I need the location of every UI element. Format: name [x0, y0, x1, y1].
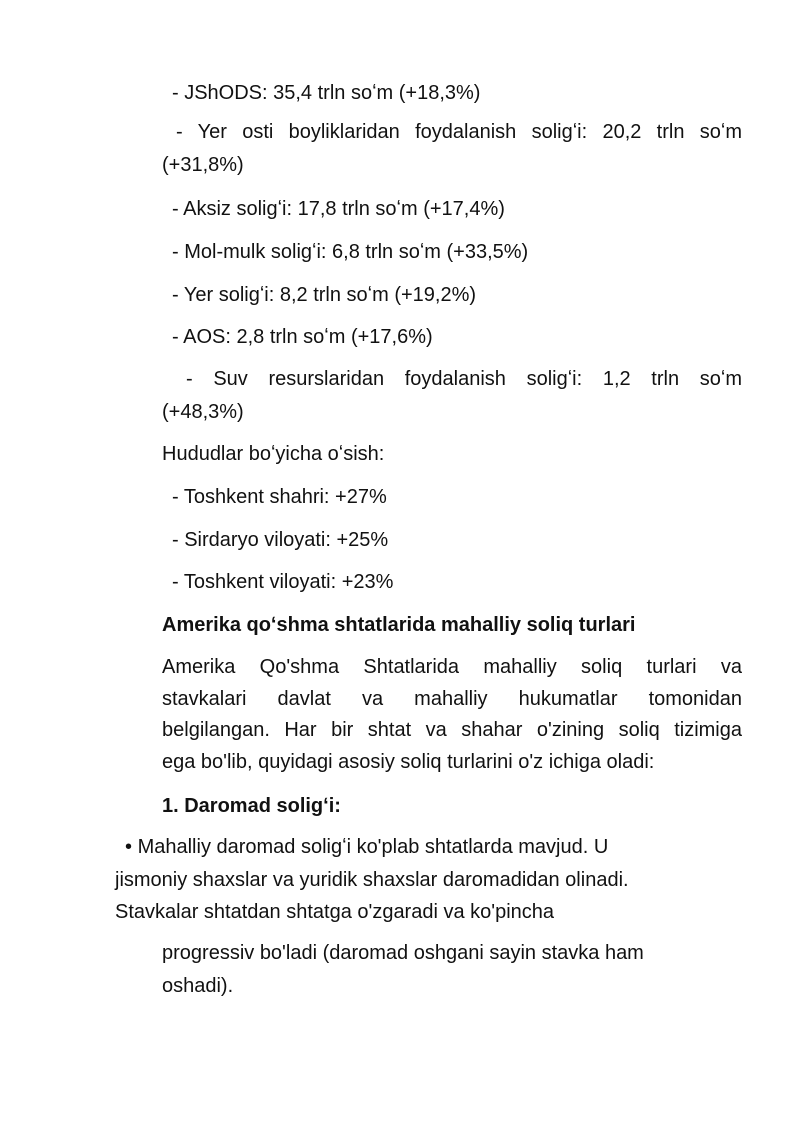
paragraph-line-3: belgilangan. Har bir shtat va shahar o'zining soliq tizimiga: [162, 719, 742, 741]
bullet-line-2: jismoniy shaxslar va yuridik shaxslar daromadidan olinadi.: [115, 869, 629, 891]
continuation-line-2: oshadi).: [162, 975, 234, 997]
bullet-line-1: [125, 832, 608, 863]
continuation-line-1: progressiv bo'ladi (daromad oshgani sayin stavka ham: [162, 942, 644, 964]
region-tashkent-city: - Toshkent shahri: +27%: [172, 486, 387, 508]
tax-item-water-line1: [162, 366, 742, 392]
regions-heading: Hududlar boʻyicha oʻsish:: [162, 443, 385, 465]
tax-item-subsoil-line2: (+31,8%): [162, 154, 244, 176]
tax-item-subsoil-line1: [162, 119, 742, 145]
region-tashkent-region: - Toshkent viloyati: +23%: [172, 571, 394, 593]
tax-item-water-line2: (+48,3%): [162, 401, 244, 423]
tax-item-water-text: - Suv resurslaridan foydalanish soligʻi: 1,2 trln soʻm: [186, 368, 742, 390]
paragraph-line-2: stavkalari davlat va mahalliy hukumatlar tomonidan: [162, 688, 742, 710]
region-sirdaryo: - Sirdaryo viloyati: +25%: [172, 529, 389, 551]
tax-item-excise: - Aksiz soligʻi: 17,8 trln soʻm (+17,4%): [172, 198, 505, 220]
bullet-icon: •: [125, 836, 133, 858]
paragraph-line-1: Amerika Qo'shma Shtatlarida mahalliy soliq turlari va: [162, 656, 742, 678]
tax-item-aos: - AOS: 2,8 trln soʻm (+17,6%): [172, 326, 433, 348]
tax-item-jshods: - JShODS: 35,4 trln soʻm (+18,3%): [172, 82, 481, 104]
tax-item-subsoil-text: - Yer osti boyliklaridan foydalanish soligʻi: 20,2 trln soʻm: [176, 121, 742, 143]
tax-item-land: - Yer soligʻi: 8,2 trln soʻm (+19,2%): [172, 284, 477, 306]
subheading-income-tax: 1. Daromad soligʻi:: [162, 795, 341, 817]
section-title: Amerika qoʻshma shtatlarida mahalliy soliq turlari: [162, 614, 636, 636]
paragraph-line-4: ega bo'lib, quyidagi asosiy soliq turlarini o'z ichiga oladi:: [162, 751, 655, 773]
bullet-text-1: Mahalliy daromad soligʻi ko'plab shtatlarda mavjud. U: [137, 836, 609, 858]
bullet-line-3: Stavkalar shtatdan shtatga o'zgaradi va ko'pincha: [115, 901, 555, 923]
tax-item-property: - Mol-mulk soligʻi: 6,8 trln soʻm (+33,5%): [172, 241, 529, 263]
